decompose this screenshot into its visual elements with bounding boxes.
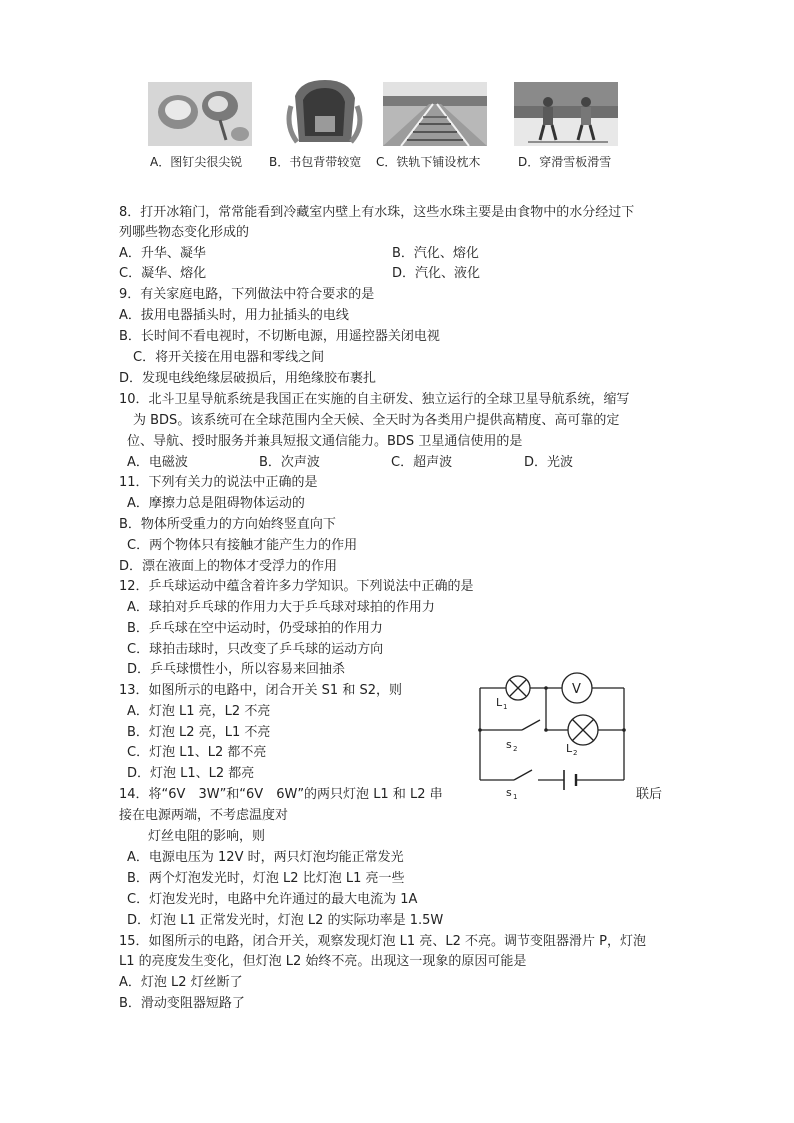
backpack-photo — [281, 76, 367, 148]
q10-option-d: D．光波 — [524, 455, 574, 470]
q10-option-c: C．超声波 — [391, 455, 453, 470]
figure-caption-d: D．穿滑雪板滑雪 — [518, 155, 612, 169]
railway-photo — [383, 82, 487, 146]
circuit-diagram — [472, 668, 642, 808]
q12-option-c: C．球拍击球时，只改变了乒乓球的运动方向 — [127, 642, 384, 657]
backpack-icon — [281, 76, 367, 148]
q8-option-a: A．升华、凝华 — [119, 246, 206, 261]
q8-option-c: C．凝华、熔化 — [119, 266, 207, 281]
q14-option-c: C．灯泡发光时，电路中允许通过的最大电流为 1A — [127, 892, 418, 907]
q14-stem-line-2: 接在电源两端，不考虑温度对 — [119, 808, 289, 823]
switch-s2-label: s — [506, 738, 512, 751]
figure-caption-a: A．图钉尖很尖锐 — [150, 155, 243, 169]
q15-stem-line-2: L1 的亮度发生变化，但灯泡 L2 始终不亮。出现这一现象的原因可能是 — [119, 954, 527, 969]
q12-option-d: D．乒乓球惯性小，所以容易来回抽杀 — [127, 662, 346, 677]
thumbtack-photo — [148, 82, 252, 146]
q9-option-d: D．发现电线绝缘层破损后，用绝缘胶布裹扎 — [119, 371, 377, 386]
q14-stem-line-1: 14．将“6V 3W”和“6V 6W”的两只灯泡 L1 和 L2 串 — [119, 787, 443, 802]
q10-stem-line-3: 位、导航、授时服务并兼具短报文通信能力。BDS 卫星通信使用的是 — [127, 434, 523, 449]
q13-stem: 13．如图所示的电路中，闭合开关 S1 和 S2，则 — [119, 683, 402, 698]
switch-s1-blade — [514, 770, 532, 780]
q8-option-d: D．汽化、液化 — [392, 266, 481, 281]
figure-caption-c: C．铁轨下铺设枕木 — [376, 155, 481, 169]
q8-stem-line-2: 列哪些物态变化形成的 — [119, 225, 250, 240]
q10-stem-line-1: 10．北斗卫星导航系统是我国正在实施的自主研发、独立运行的全球卫星导航系统，缩写 — [119, 392, 630, 407]
q14-stem-line-1-tail: 联后 — [636, 787, 663, 802]
q12-option-b: B．乒乓球在空中运动时，仍受球拍的作用力 — [127, 621, 383, 636]
switch-s2-blade — [522, 720, 540, 730]
q12-option-a: A．球拍对乒乓球的作用力大于乒乓球对球拍的作用力 — [127, 600, 435, 615]
q8-stem-line-1: 8．打开冰箱门，常常能看到冷藏室内壁上有水珠，这些水珠主要是由食物中的水分经过下 — [119, 205, 635, 220]
figure-caption-b: B．书包背带较宽 — [269, 155, 362, 169]
railway-icon — [383, 82, 487, 146]
skiing-icon — [514, 82, 618, 146]
lamp-l2-label: L — [566, 742, 573, 755]
q10-option-b: B．次声波 — [259, 455, 320, 470]
lamp-l1-sub: 1 — [503, 703, 508, 711]
switch-s1-label: s — [506, 786, 512, 799]
q9-option-b: B．长时间不看电视时，不切断电源，用遥控器关闭电视 — [119, 329, 440, 344]
q9-stem: 9．有关家庭电路，下列做法中符合要求的是 — [119, 287, 375, 302]
q11-stem: 11．下列有关力的说法中正确的是 — [119, 475, 318, 490]
q10-stem-line-2: 为 BDS。该系统可在全球范围内全天候、全天时为各类用户提供高精度、高可靠的定 — [133, 413, 620, 428]
q11-option-a: A．摩擦力总是阻碍物体运动的 — [127, 496, 305, 511]
q14-option-a: A．电源电压为 12V 时，两只灯泡均能正常发光 — [127, 850, 404, 865]
switch-s1-sub: 1 — [513, 793, 518, 801]
thumbtack-icon — [148, 82, 252, 146]
q8-option-b: B．汽化、熔化 — [392, 246, 479, 261]
voltmeter-label: V — [572, 682, 581, 697]
q11-option-d: D．漂在液面上的物体才受浮力的作用 — [119, 559, 338, 574]
skiing-photo — [514, 82, 618, 146]
q15-stem-line-1: 15．如图所示的电路，闭合开关，观察发现灯泡 L1 亮、L2 不亮。调节变阻器滑片 P，灯泡 — [119, 934, 646, 949]
q14-stem-line-3: 灯丝电阻的影响，则 — [148, 829, 266, 844]
q10-option-a: A．电磁波 — [127, 455, 188, 470]
q11-option-b: B．物体所受重力的方向始终竖直向下 — [119, 517, 336, 532]
lamp-l1-label: L — [496, 696, 503, 709]
q13-option-c: C．灯泡 L1、L2 都不亮 — [127, 745, 267, 760]
lamp-l2-sub: 2 — [573, 749, 578, 757]
q11-option-c: C．两个物体只有接触才能产生力的作用 — [127, 538, 358, 553]
q13-option-b: B．灯泡 L2 亮，L1 不亮 — [127, 725, 271, 740]
q12-stem: 12．乒乓球运动中蕴含着许多力学知识。下列说法中正确的是 — [119, 579, 474, 594]
q14-option-d: D．灯泡 L1 正常发光时，灯泡 L2 的实际功率是 1.5W — [127, 913, 444, 928]
switch-s2-sub: 2 — [513, 745, 518, 753]
q13-option-d: D．灯泡 L1、L2 都亮 — [127, 766, 255, 781]
q14-option-b: B．两个灯泡发光时，灯泡 L2 比灯泡 L1 亮一些 — [127, 871, 405, 886]
q15-option-b: B．滑动变阻器短路了 — [119, 996, 245, 1011]
q9-option-a: A．拔用电器插头时，用力扯插头的电线 — [119, 308, 349, 323]
q13-option-a: A．灯泡 L1 亮，L2 不亮 — [127, 704, 271, 719]
q15-option-a: A．灯泡 L2 灯丝断了 — [119, 975, 243, 990]
q9-option-c: C．将开关接在用电器和零线之间 — [133, 350, 325, 365]
